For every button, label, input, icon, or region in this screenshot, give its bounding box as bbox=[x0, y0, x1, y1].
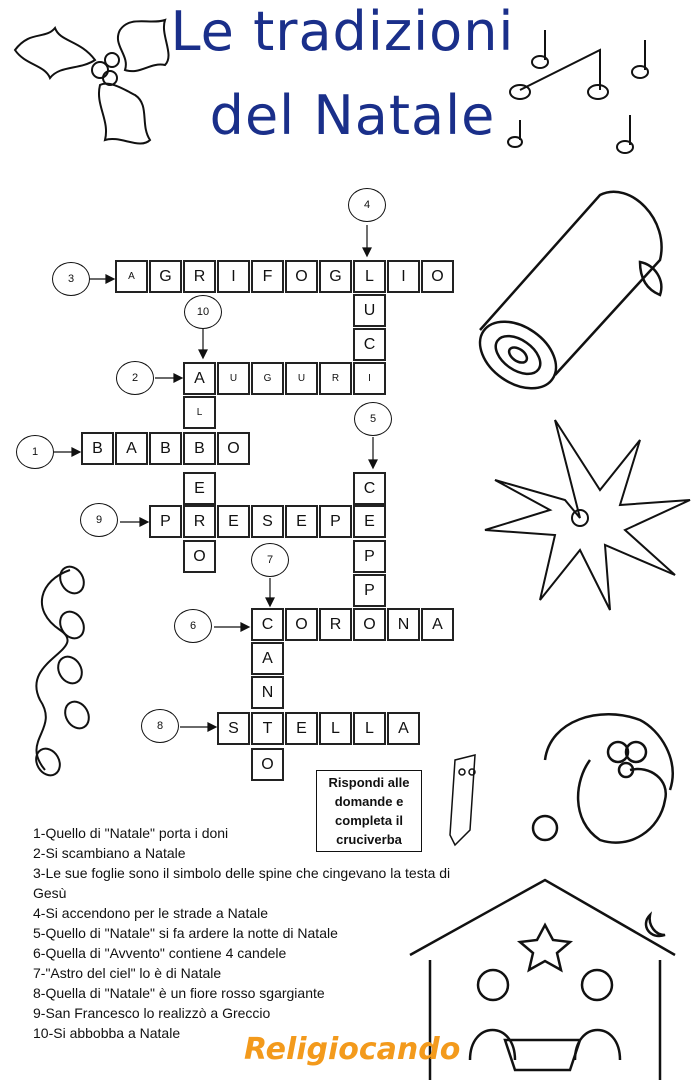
grid-cell: L bbox=[183, 396, 216, 429]
grid-cell: U bbox=[353, 294, 386, 327]
grid-cell: R bbox=[319, 608, 352, 641]
grid-cell: O bbox=[421, 260, 454, 293]
clue-number-1: 1 bbox=[16, 435, 54, 469]
grid-cell: T bbox=[251, 712, 284, 745]
grid-cell: R bbox=[319, 362, 352, 395]
clue-list bbox=[33, 823, 463, 1043]
grid-cell: L bbox=[353, 712, 386, 745]
grid-cell: B bbox=[183, 432, 216, 465]
grid-cell: B bbox=[149, 432, 182, 465]
grid-cell: C bbox=[251, 608, 284, 641]
grid-cell: C bbox=[353, 328, 386, 361]
grid-cell: A bbox=[251, 642, 284, 675]
clue-1: 1-Quello di "Natale" porta i doni bbox=[33, 825, 229, 841]
grid-cell: P bbox=[149, 505, 182, 538]
logo: Religiocando bbox=[244, 1032, 461, 1067]
clue-10: 10-Si abbobba a Natale bbox=[33, 1025, 181, 1041]
clue-number-6: 6 bbox=[174, 609, 212, 643]
grid-cell: O bbox=[251, 748, 284, 781]
clue-3: 3-Le sue foglie sono il simbolo delle spine che cingevano la testa di Gesù bbox=[33, 865, 451, 901]
clue-number-4: 4 bbox=[348, 188, 386, 222]
grid-cell: U bbox=[217, 362, 250, 395]
grid-cell: O bbox=[353, 608, 386, 641]
grid-cell: A bbox=[421, 608, 454, 641]
grid-cell: P bbox=[319, 505, 352, 538]
grid-cell: E bbox=[353, 505, 386, 538]
clue-number-3: 3 bbox=[52, 262, 90, 296]
clue-8: 8-Quella di "Natale" è un fiore rosso sgargiante bbox=[33, 985, 325, 1001]
grid-cell: E bbox=[285, 505, 318, 538]
grid-cell: B bbox=[81, 432, 114, 465]
grid-cell: N bbox=[387, 608, 420, 641]
grid-cell: I bbox=[353, 362, 386, 395]
grid-cell: I bbox=[217, 260, 250, 293]
grid-cell: O bbox=[285, 260, 318, 293]
grid-cell: O bbox=[217, 432, 250, 465]
grid-cell: E bbox=[183, 472, 216, 505]
clue-5: 5-Quello di "Natale" si fa ardere la notte di Natale bbox=[33, 925, 338, 941]
grid-cell: R bbox=[183, 260, 216, 293]
clue-9: 9-San Francesco lo realizzò a Greccio bbox=[33, 1005, 271, 1021]
grid-cell: G bbox=[149, 260, 182, 293]
grid-cell: G bbox=[251, 362, 284, 395]
instruction-box: Rispondi alle domande e completa il cruciverba bbox=[316, 770, 422, 852]
grid-cell: S bbox=[251, 505, 284, 538]
page-title-line1: Le tradizioni bbox=[170, 0, 515, 63]
clue-number-7: 7 bbox=[251, 543, 289, 577]
grid-cell: L bbox=[353, 260, 386, 293]
clue-2: 2-Si scambiano a Natale bbox=[33, 845, 186, 861]
grid-cell: P bbox=[353, 574, 386, 607]
grid-cell: G bbox=[319, 260, 352, 293]
grid-cell: O bbox=[285, 608, 318, 641]
grid-cell: A bbox=[183, 362, 216, 395]
grid-cell: U bbox=[285, 362, 318, 395]
grid-cell: S bbox=[217, 712, 250, 745]
clue-number-8: 8 bbox=[141, 709, 179, 743]
clue-4: 4-Si accendono per le strade a Natale bbox=[33, 905, 269, 921]
grid-cell: R bbox=[183, 505, 216, 538]
clue-number-2: 2 bbox=[116, 361, 154, 395]
grid-cell: A bbox=[387, 712, 420, 745]
grid-cell: E bbox=[285, 712, 318, 745]
clue-6: 6-Quella di "Avvento" contiene 4 candele bbox=[33, 945, 287, 961]
page-title-line2: del Natale bbox=[209, 84, 496, 147]
grid-cell: O bbox=[183, 540, 216, 573]
clue-number-10: 10 bbox=[184, 295, 222, 329]
grid-cell: L bbox=[319, 712, 352, 745]
grid-cell: A bbox=[115, 432, 148, 465]
clue-7: 7-"Astro del ciel" lo è di Natale bbox=[33, 965, 222, 981]
grid-cell: F bbox=[251, 260, 284, 293]
grid-cell: A bbox=[115, 260, 148, 293]
grid-cell: I bbox=[387, 260, 420, 293]
clue-number-5: 5 bbox=[354, 402, 392, 436]
grid-cell: P bbox=[353, 540, 386, 573]
grid-cell: E bbox=[217, 505, 250, 538]
grid-cell: N bbox=[251, 676, 284, 709]
grid-cell: C bbox=[353, 472, 386, 505]
clue-number-9: 9 bbox=[80, 503, 118, 537]
